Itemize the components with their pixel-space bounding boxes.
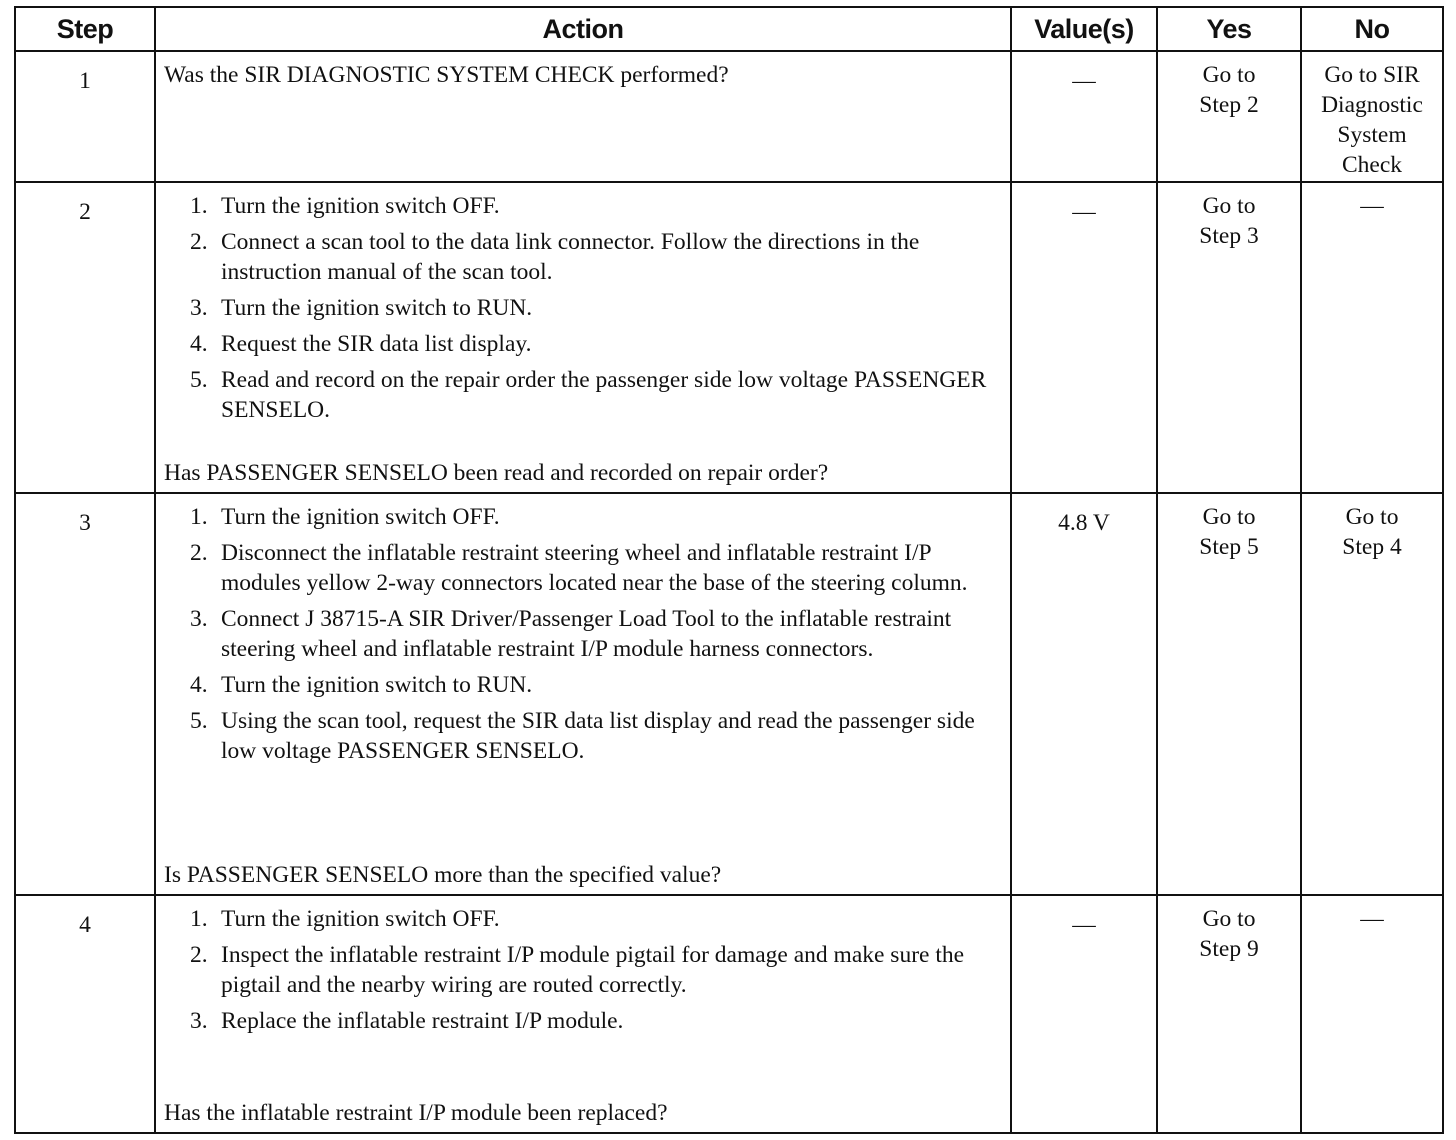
no-line: — <box>1360 906 1384 932</box>
yes-cell <box>1157 493 1301 895</box>
yes-line: Step 9 <box>1199 936 1259 962</box>
no-cell <box>1301 182 1443 493</box>
no-line: Go to SIR <box>1324 62 1420 88</box>
header-step: Step <box>15 7 155 51</box>
no-line: Go to <box>1345 504 1399 530</box>
procedure-item: 3. Connect J 38715-A SIR Driver/Passenger Load Tool to the inflatable restraint steering wheel and inflatable restraint I/P module harness connectors. <box>190 606 952 662</box>
yes-line: Step 2 <box>1199 92 1259 118</box>
action-cell <box>155 895 1011 1133</box>
no-line: Diagnostic <box>1321 92 1423 118</box>
action-question: Was the SIR DIAGNOSTIC SYSTEM CHECK performed? <box>164 62 729 88</box>
yes-line: Go to <box>1202 504 1256 530</box>
action-question: Has the inflatable restraint I/P module been replaced? <box>164 1100 668 1126</box>
procedure-item: 4. Turn the ignition switch to RUN. <box>190 672 533 698</box>
no-cell <box>1301 493 1443 895</box>
no-line: — <box>1360 193 1384 219</box>
procedure-item: 1. Turn the ignition switch OFF. <box>190 504 500 530</box>
action-cell <box>155 493 1011 895</box>
no-cell <box>1301 51 1443 182</box>
step-number: 3 <box>15 493 155 895</box>
yes-line: Step 5 <box>1199 534 1259 560</box>
step-row-1 <box>15 51 1443 182</box>
procedure-item: 2. Disconnect the inflatable restraint steering wheel and inflatable restraint I/P modules yellow 2-way connectors located near the base of the steering column. <box>190 540 968 596</box>
header-row <box>15 7 1443 51</box>
procedure-item: 5. Read and record on the repair order the passenger side low voltage PASSENGER SENSELO. <box>190 367 987 423</box>
no-line: System <box>1337 122 1407 148</box>
value-cell: — <box>1011 51 1157 182</box>
value-cell: — <box>1011 182 1157 493</box>
value-cell: 4.8 V <box>1011 493 1157 895</box>
diagnostic-table <box>14 6 1444 1134</box>
step-row-2 <box>15 182 1443 493</box>
header-no: No <box>1301 7 1443 51</box>
no-cell <box>1301 895 1443 1133</box>
no-line: Step 4 <box>1342 534 1402 560</box>
action-cell <box>155 51 1011 182</box>
procedure-item: 3. Turn the ignition switch to RUN. <box>190 295 533 321</box>
procedure-item: 2. Inspect the inflatable restraint I/P module pigtail for damage and make sure the pigtail and the nearby wiring are routed correctly. <box>190 942 965 998</box>
yes-line: Step 3 <box>1199 223 1259 249</box>
procedure-item: 1. Turn the ignition switch OFF. <box>190 906 500 932</box>
procedure-list <box>164 904 1002 1042</box>
action-question: Has PASSENGER SENSELO been read and recorded on repair order? <box>164 460 829 486</box>
procedure-list <box>164 502 1002 772</box>
yes-line: Go to <box>1202 62 1256 88</box>
action-cell <box>155 182 1011 493</box>
step-number: 4 <box>15 895 155 1133</box>
step-row-4 <box>15 895 1443 1133</box>
yes-cell <box>1157 182 1301 493</box>
value-cell: — <box>1011 895 1157 1133</box>
procedure-item: 5. Using the scan tool, request the SIR data list display and read the passenger side low voltage PASSENGER SENSELO. <box>190 708 975 764</box>
header-values: Value(s) <box>1011 7 1157 51</box>
no-line: Check <box>1341 152 1403 178</box>
step-number: 2 <box>15 182 155 493</box>
procedure-item: 3. Replace the inflatable restraint I/P module. <box>190 1008 624 1034</box>
header-yes: Yes <box>1157 7 1301 51</box>
step-row-3 <box>15 493 1443 895</box>
yes-cell <box>1157 895 1301 1133</box>
yes-line: Go to <box>1202 906 1256 932</box>
procedure-item: 4. Request the SIR data list display. <box>190 331 532 357</box>
procedure-item: 2. Connect a scan tool to the data link connector. Follow the directions in the instruction manual of the scan tool. <box>190 229 920 285</box>
action-question: Is PASSENGER SENSELO more than the specified value? <box>164 862 722 888</box>
procedure-item: 1. Turn the ignition switch OFF. <box>190 193 500 219</box>
yes-line: Go to <box>1202 193 1256 219</box>
procedure-list <box>164 191 1002 431</box>
step-number: 1 <box>15 51 155 182</box>
yes-cell <box>1157 51 1301 182</box>
header-action: Action <box>155 7 1011 51</box>
